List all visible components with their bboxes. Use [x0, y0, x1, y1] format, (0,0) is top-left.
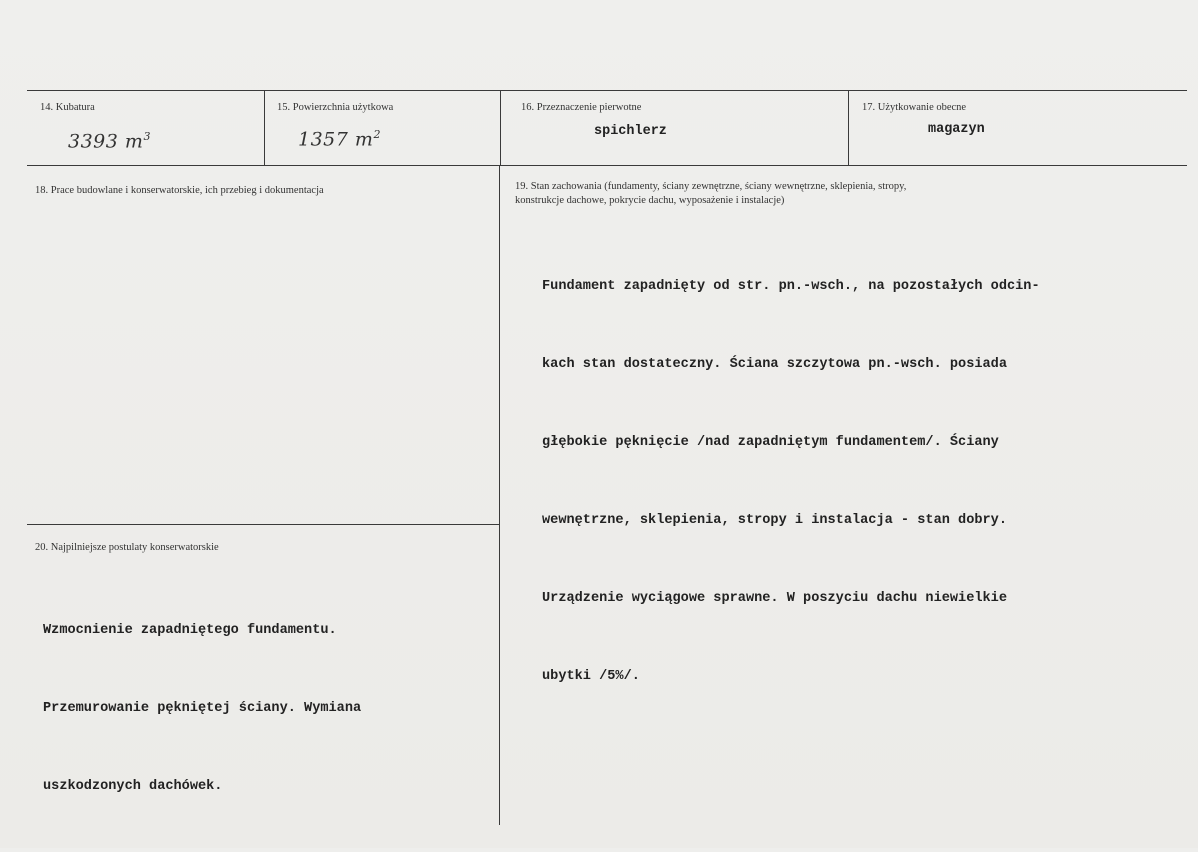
- uzytkowanie-label: 17. Użytkowanie obecne: [862, 102, 967, 113]
- stan-text: [542, 222, 1040, 742]
- header-row-divider: [27, 165, 1187, 166]
- postulaty-label: 20. Najpilniejsze postulaty konserwatorskie: [35, 542, 219, 553]
- przeznaczenie-label: 16. Przeznaczenie pierwotne: [521, 102, 642, 113]
- divider-14-15: [264, 90, 265, 166]
- stan-text-line: Urządzenie wyciągowe sprawne. W poszyciu dachu niewielkie: [542, 591, 1007, 606]
- kubatura-value: 3393 $m^3$: [68, 130, 151, 153]
- powierzchnia-label: 15. Powierzchnia użytkowa: [277, 102, 394, 113]
- postulaty-text-line: uszkodzonych dachówek.: [43, 779, 223, 794]
- stan-text-line: ubytki /5%/.: [542, 669, 640, 684]
- postulaty-text: [43, 566, 361, 852]
- section-18-20-divider: [27, 524, 499, 525]
- postulaty-text-line: Przemurowanie pękniętej ściany. Wymiana: [43, 701, 362, 716]
- main-column-divider: [499, 165, 500, 825]
- stan-text-line: Fundament zapadnięty od str. pn.-wsch., na pozostałych odcin-: [542, 279, 1040, 294]
- postulaty-text-line: Wzmocnienie zapadniętego fundamentu.: [43, 623, 337, 638]
- stan-text-line: wewnętrzne, sklepienia, stropy i instalacja - stan dobry.: [542, 513, 1007, 528]
- stan-label-line1: 19. Stan zachowania (fundamenty, ściany zewnętrzne, ściany wewnętrzne, sklepienia, stropy,: [515, 181, 907, 192]
- divider-15-16: [500, 90, 501, 166]
- divider-16-17: [848, 90, 849, 166]
- stan-label-line2: konstrukcje dachowe, pokrycie dachu, wyposażenie i instalacje): [515, 195, 785, 206]
- uzytkowanie-value: magazyn: [928, 122, 985, 137]
- stan-text-line: kach stan dostateczny. Ściana szczytowa pn.-wsch. posiada: [542, 357, 1007, 372]
- przeznaczenie-value: spichlerz: [594, 124, 667, 139]
- kubatura-label: 14. Kubatura: [40, 102, 95, 113]
- stan-text-line: głębokie pęknięcie /nad zapadniętym fundamentem/. Ściany: [542, 435, 999, 450]
- prace-label: 18. Prace budowlane i konserwatorskie, ich przebieg i dokumentacja: [35, 185, 324, 196]
- top-border: [27, 90, 1187, 91]
- powierzchnia-value: 1357 $m^2$: [298, 128, 381, 151]
